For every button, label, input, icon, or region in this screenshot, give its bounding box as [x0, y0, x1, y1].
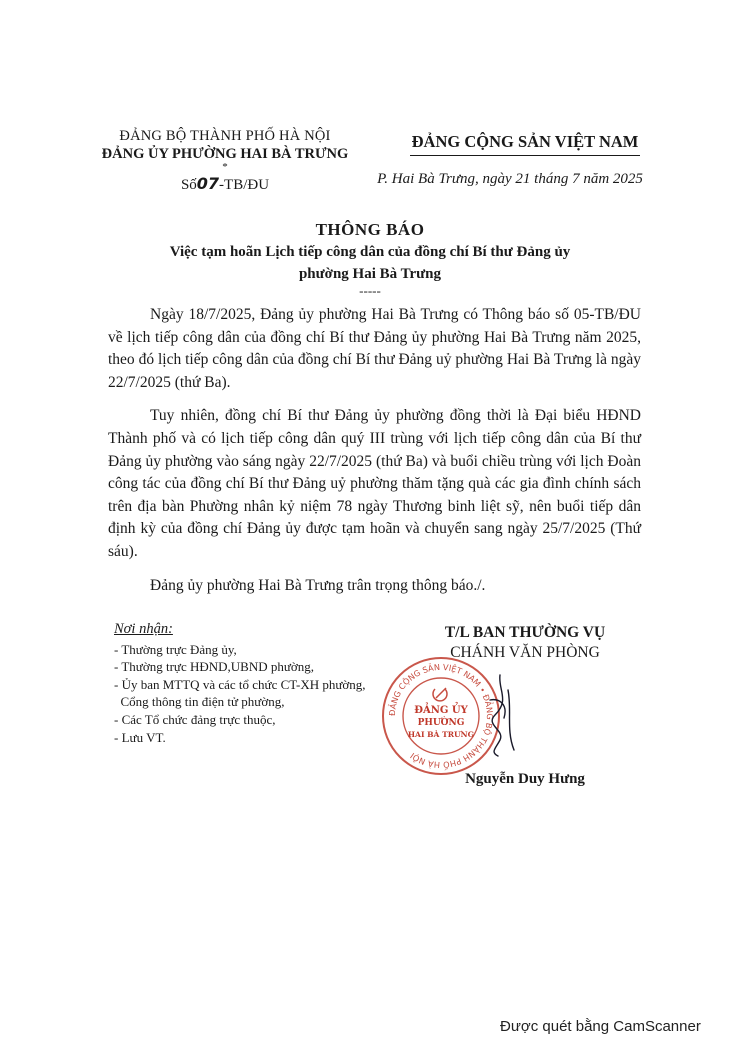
scanner-watermark: Được quét bằng CamScanner [500, 1018, 701, 1035]
star-mark: * [222, 161, 228, 173]
stamp-center-2: PHƯỜNG [417, 718, 465, 728]
stamp-ring-text: ĐẢNG CỘNG SẢN VIỆT NAM • ĐẢNG BỘ THÀNH PHỐ HÀ NỘI [386, 661, 496, 771]
stamp-center-1: ĐẢNG ỦY [414, 705, 468, 716]
doc-no-prefix: Số [180, 177, 197, 193]
signature-title-1: T/L BAN THƯỜNG VỤ [444, 624, 606, 641]
body-paragraph-1: Ngày 18/7/2025, Đảng ủy phường Hai Bà Trưng có Thông báo số 05-TB/ĐU về lịch tiếp công dân của đồng chí Bí thư Đảng ủy phường Hai Bà Trưng năm 2025, theo đó lịch tiếp công dân của đồng chí Bí thư Đảng uỷ phường Hai Bà Trưng là ngày 22/7/2025 (thứ Ba). [108, 306, 641, 391]
recipient-item: Cổng thông tin điện tử phường, [114, 694, 285, 710]
place-date: P. Hai Bà Trưng, ngày 21 tháng 7 năm 2025 [377, 171, 643, 187]
doc-no-suffix: -TB/ĐU [219, 177, 270, 193]
document-body [108, 304, 641, 608]
recipient-item: - Lưu VT. [114, 729, 166, 745]
hammer-sickle-icon [433, 688, 447, 701]
party-underline [410, 155, 640, 156]
title-separator: ----- [359, 283, 381, 298]
party-header [380, 132, 670, 156]
issuing-organization [60, 127, 390, 196]
org-line-2: ĐẢNG ỦY PHƯỜNG HAI BÀ TRƯNG [101, 146, 349, 162]
document-number [60, 173, 390, 196]
recipient-item: - Các Tổ chức đảng trực thuộc, [114, 711, 276, 727]
handwritten-signature [470, 670, 530, 760]
body-paragraph-3: Đảng ủy phường Hai Bà Trưng trân trọng thông báo./. [150, 576, 486, 594]
org-line-1: ĐẢNG BỘ THÀNH PHỐ HÀ NỘI [119, 128, 331, 144]
recipients-title: Nơi nhận: [114, 621, 173, 637]
recipient-item: - Ủy ban MTTQ và các tổ chức CT-XH phường, [114, 676, 366, 692]
recipient-item: - Thường trực Đảng ủy, [114, 641, 237, 657]
doc-no-handwritten: 07 [196, 174, 220, 193]
document-title: THÔNG BÁO [315, 220, 425, 239]
document-subtitle-1: Việc tạm hoãn Lịch tiếp công dân của đồng chí Bí thư Đảng ủy [169, 244, 571, 260]
stamp-center-3: HAI BÀ TRƯNG [407, 730, 475, 739]
recipients-list [114, 621, 414, 746]
signature-title-2: CHÁNH VĂN PHÒNG [450, 644, 600, 661]
party-name: ĐẢNG CỘNG SẢN VIỆT NAM [411, 132, 639, 151]
document-title-block [110, 220, 630, 298]
body-paragraph-2: Tuy nhiên, đồng chí Bí thư Đảng ủy phường đồng thời là Đại biểu HĐND Thành phố và có lịch tiếp công dân quý III trùng với lịch tiếp công dân của Bí thư Đảng ủy phường vào sáng ngày 22/7/2025 (thứ Ba) và buổi chiều trùng với lịch Đoàn công tác của đồng chí Bí thư Đảng uỷ phường thăm tặng quà các gia đình chính sách trên địa bàn Phường nhân kỷ niệm 78 ngày Thương binh liệt sỹ, nên buổi tiếp dân định kỳ của đồng chí Đảng ủy được tạm hoãn và chuyển sang ngày 25/7/2025 (Thứ sáu). [108, 407, 641, 560]
recipient-item: - Thường trực HĐND,UBND phường, [114, 659, 315, 675]
signer-name: Nguyễn Duy Hưng [465, 771, 585, 787]
document-subtitle-2: phường Hai Bà Trưng [298, 266, 442, 282]
